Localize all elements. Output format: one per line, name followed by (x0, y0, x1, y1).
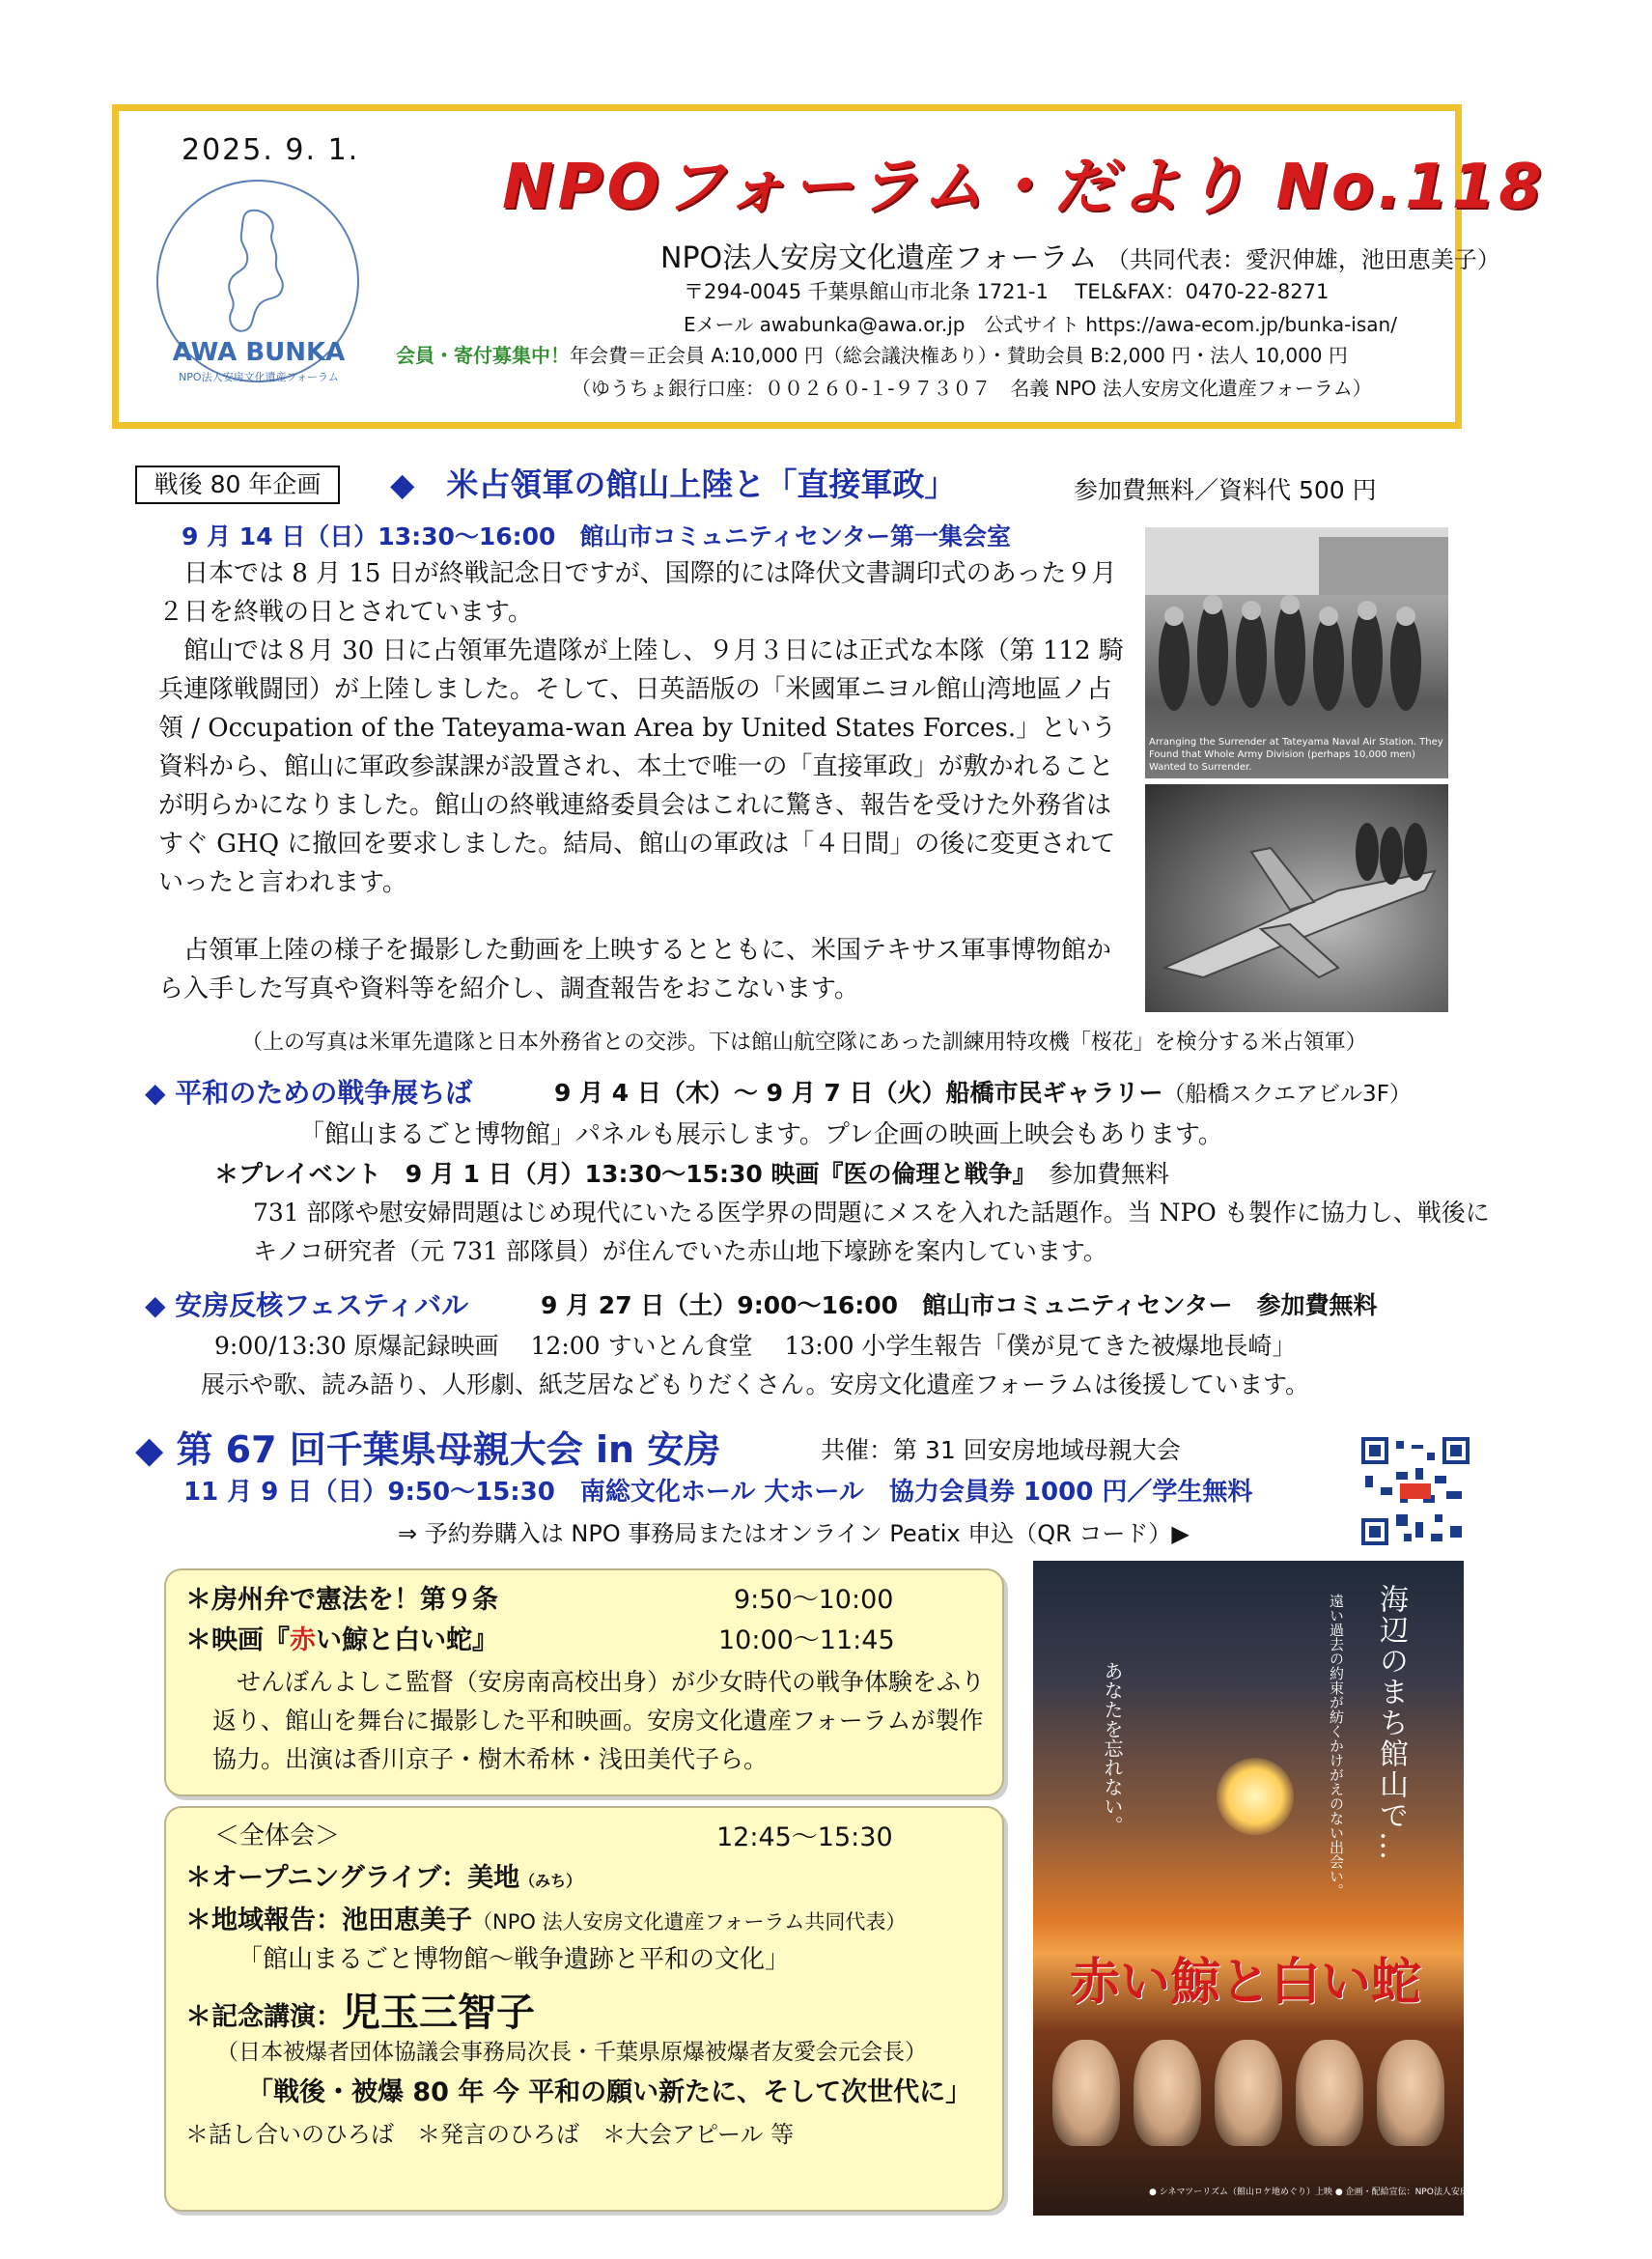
opening-live-ruby: （みち） (519, 1872, 582, 1890)
program-constitution: ＊房州弁で憲法を！第９条 (185, 1585, 498, 1615)
keynote-speaker: 児玉三智子 (342, 1991, 535, 2035)
issue-date: 2025. 9. 1. (182, 133, 360, 167)
opening-live-text: ＊オープニングライブ：美地 (185, 1863, 520, 1893)
section-tag: 戦後 80 年企画 (135, 466, 340, 504)
pre-event-fee: 参加費無料 (1024, 1160, 1170, 1188)
regional-report-affiliation: （NPO 法人安房文化遺産フォーラム共同代表） (472, 1910, 907, 1934)
assembly-footer: ＊話し合いのひろば ＊発言のひろば ＊大会アピール 等 (185, 2121, 795, 2148)
section2-datetime (554, 1074, 1412, 1109)
assembly-time: 12:45～15:30 (716, 1822, 893, 1852)
film-label-prefix: ＊映画『 (185, 1625, 290, 1655)
section1-datetime: 9 月 14 日（日）13:30～16:00 館山市コミュニティセンター第一集会室 (182, 522, 1011, 551)
opening-live (185, 1856, 581, 1894)
ohka-aircraft-photo (1145, 784, 1448, 1012)
org-representatives: （共同代表：愛沢伸雄，池田恵美子） (1106, 246, 1500, 273)
poster-vertical-subtitle: 遠い過去の約束が紡くかけがえのない出会い。 (1328, 1594, 1345, 1898)
pre-event-text: ＊プレイベント 9 月 1 日（月）13:30～15:30 映画『医の倫理と戦争』 (214, 1160, 1025, 1188)
section4-title: ◆ 第 67 回千葉県母親大会 in 安房 (135, 1428, 721, 1471)
poster-tagline: あなたを忘れない。 (1101, 1661, 1124, 1835)
section3-title: ◆ 安房反核フェスティバル (145, 1289, 469, 1321)
photo1-caption: Arranging the Surrender at Tateyama Naval Air Station. They Found that Whole Army Division (perhaps 10,000 men) Wanted to Surrender. (1149, 737, 1443, 773)
org-name: NPO法人安房文化遺産フォーラム (660, 241, 1098, 275)
cast-portrait (1134, 2040, 1201, 2146)
bank-account: （ゆうちょ銀行口座：００２６０-１-９７３０７ 名義 NPO 法人安房文化遺産フォーラム） (572, 377, 1372, 400)
poster-vertical-title: 海辺のまち館山で… (1374, 1584, 1408, 1862)
section2-paragraph1: 「館山まるごと博物館」パネルも展示します。プレ企画の映画上映会もあります。 (299, 1120, 1223, 1149)
section1-paragraph1: 日本では 8 月 15 日が終戦記念日ですが、国際的には降伏文書調印式のあった９月２日を終戦の日とされています。 館山では８月 30 日に占領軍先遣隊が上陸し、９月３日には正式な本隊（第 112 騎兵連隊戦闘団）が上陸しました。そして、日英語版の「米國軍ニヨル館山湾地區ノ占領 / Occupation of the Tateyama-wan Area by United States Forces.」という資料から、館山に軍政参謀課が設置され、本土で唯一の「直接軍政」が敷かれることが明らかになりました。館山の終戦連絡委員会はこれに驚き、報告を受けた外務省はすぐ GHQ に撤回を要求しました。結局、館山の軍政は「４日間」の後に変更されていったと言われます。 (158, 559, 1124, 897)
photo-caption: （上の写真は米軍先遣隊と日本外務省との交渉。下は館山航空隊にあった訓練用特攻機「桜花」を検分する米占領軍） (241, 1031, 1367, 1055)
section2-when-main: 9 月 4 日（木）～ 9 月 7 日（火）船橋市民ギャラリー (554, 1079, 1163, 1107)
logo-subtext: NPO法人安房文化遺産フォーラム (179, 371, 339, 383)
section4-cohost: 共催：第 31 回安房地域母親大会 (821, 1436, 1181, 1464)
membership-line (396, 340, 1348, 368)
regional-report-text: ＊地域報告：池田恵美子 (185, 1906, 472, 1935)
section2-paragraph2: 731 部隊や慰安婦問題はじめ現代にいたる医学界の問題にメスを入れた話題作。当 NPO も製作に協力し、戦後にキノコ研究者（元 731 部隊員）が住んでいた赤山地下壕跡を案内しています。 (253, 1199, 1490, 1265)
section1-paragraph2: 占領軍上陸の様子を撮影した動画を上映するとともに、米国テキサス軍事博物館から入手した写真や資料等を紹介し、調査報告をおこないます。 (158, 936, 1111, 1003)
film-title-red-char: 赤 (290, 1625, 316, 1655)
film-description: せんぼんよしこ監督（安房南高校出身）が少女時代の戦争体験をふり返り、館山を舞台に撮影した平和映画。安房文化遺産フォーラムが製作協力。出演は香川京子・樹木希林・浅田美代子ら。 (212, 1668, 986, 1773)
section1-title: ◆ 米占領軍の館山上陸と「直接軍政」 (390, 466, 957, 503)
poster-cast-portraits (1052, 2040, 1448, 2165)
section1-fee: 参加費無料／資料代 500 円 (1074, 476, 1377, 504)
poster-footer: ● シネマツーリズム（館山ロケ地めぐり）上映 ● 企画・配給宣伝：NPO法人安房文化遺産フォーラム TEL&FAX:0470-22-8271 (1149, 2188, 1652, 2197)
assembly-heading: ＜全体会＞ (214, 1821, 341, 1850)
logo-text: AWA BUNKA (172, 338, 346, 367)
regional-report-title: 「館山まるごと博物館～戦争遺跡と平和の文化」 (238, 1945, 791, 1974)
section3-paragraph: 展示や歌、読み語り、人形劇、紙芝居などもりだくさん。安房文化遺産フォーラムは後援しています。 (201, 1370, 1310, 1398)
cast-portrait (1052, 2040, 1120, 2146)
program-constitution-time: 9:50～10:00 (734, 1585, 894, 1615)
email-website[interactable]: Eメール awabunka@awa.or.jp 公式サイト https://awa-ecom.jp/bunka-isan/ (684, 313, 1397, 336)
membership-fees: 年会費＝正会員 A:10,000 円（総会議決権あり）・賛助会員 B:2,000 円・法人 10,000 円 (570, 344, 1348, 367)
program-film-time: 10:00～11:45 (718, 1625, 895, 1655)
section3-datetime: 9 月 27 日（土）9:00～16:00 館山市コミュニティセンター 参加費無料 (541, 1291, 1378, 1319)
poster-sun (1217, 1758, 1294, 1835)
film-label-suffix: い鯨と白い蛇』 (316, 1625, 498, 1655)
section3-schedule: 9:00/13:30 原爆記録映画 12:00 すいとん食堂 13:00 小学生報告「僕が見てきた被爆地長崎」 (214, 1332, 1297, 1360)
poster-title: 赤い鯨と白い蛇 (1070, 1953, 1422, 2012)
org-line (660, 234, 1500, 276)
regional-report (185, 1899, 906, 1936)
cast-portrait (1377, 2040, 1444, 2146)
peatix-qr-code[interactable] (1361, 1437, 1470, 1545)
keynote-theme: 「戦後・被爆 80 年 今 平和の願い新たに、そして次世代に」 (247, 2077, 972, 2107)
cast-portrait (1296, 2040, 1363, 2146)
keynote-affiliation: （日本被爆者団体協議会事務局次長・千葉県原爆被爆者友愛会元会長） (216, 2040, 927, 2065)
cast-portrait (1215, 2040, 1282, 2146)
section2-when-note: （船橋スクエアビル3F） (1162, 1082, 1412, 1107)
address: 〒294-0045 千葉県館山市北条 1721-1 TEL&FAX：0470-22-8271 (684, 280, 1330, 303)
ticket-info: ⇒ 予約券購入は NPO 事務局またはオンライン Peatix 申込（QR コード）▶ (398, 1520, 1190, 1547)
keynote-lecture (185, 1982, 535, 2037)
pre-event-line (214, 1155, 1169, 1190)
section2-title: ◆ 平和のための戦争展ちば (145, 1077, 473, 1109)
section4-datetime: 11 月 9 日（日）9:50～15:30 南総文化ホール 大ホール 協力会員券 1000 円／学生無料 (183, 1478, 1253, 1507)
newsletter-title: NPOフォーラム・だより No.118 (502, 152, 1546, 223)
program-film (185, 1619, 498, 1656)
membership-label: 会員・寄付募集中！ (396, 344, 570, 367)
keynote-label: ＊記念講演： (185, 2002, 342, 2032)
